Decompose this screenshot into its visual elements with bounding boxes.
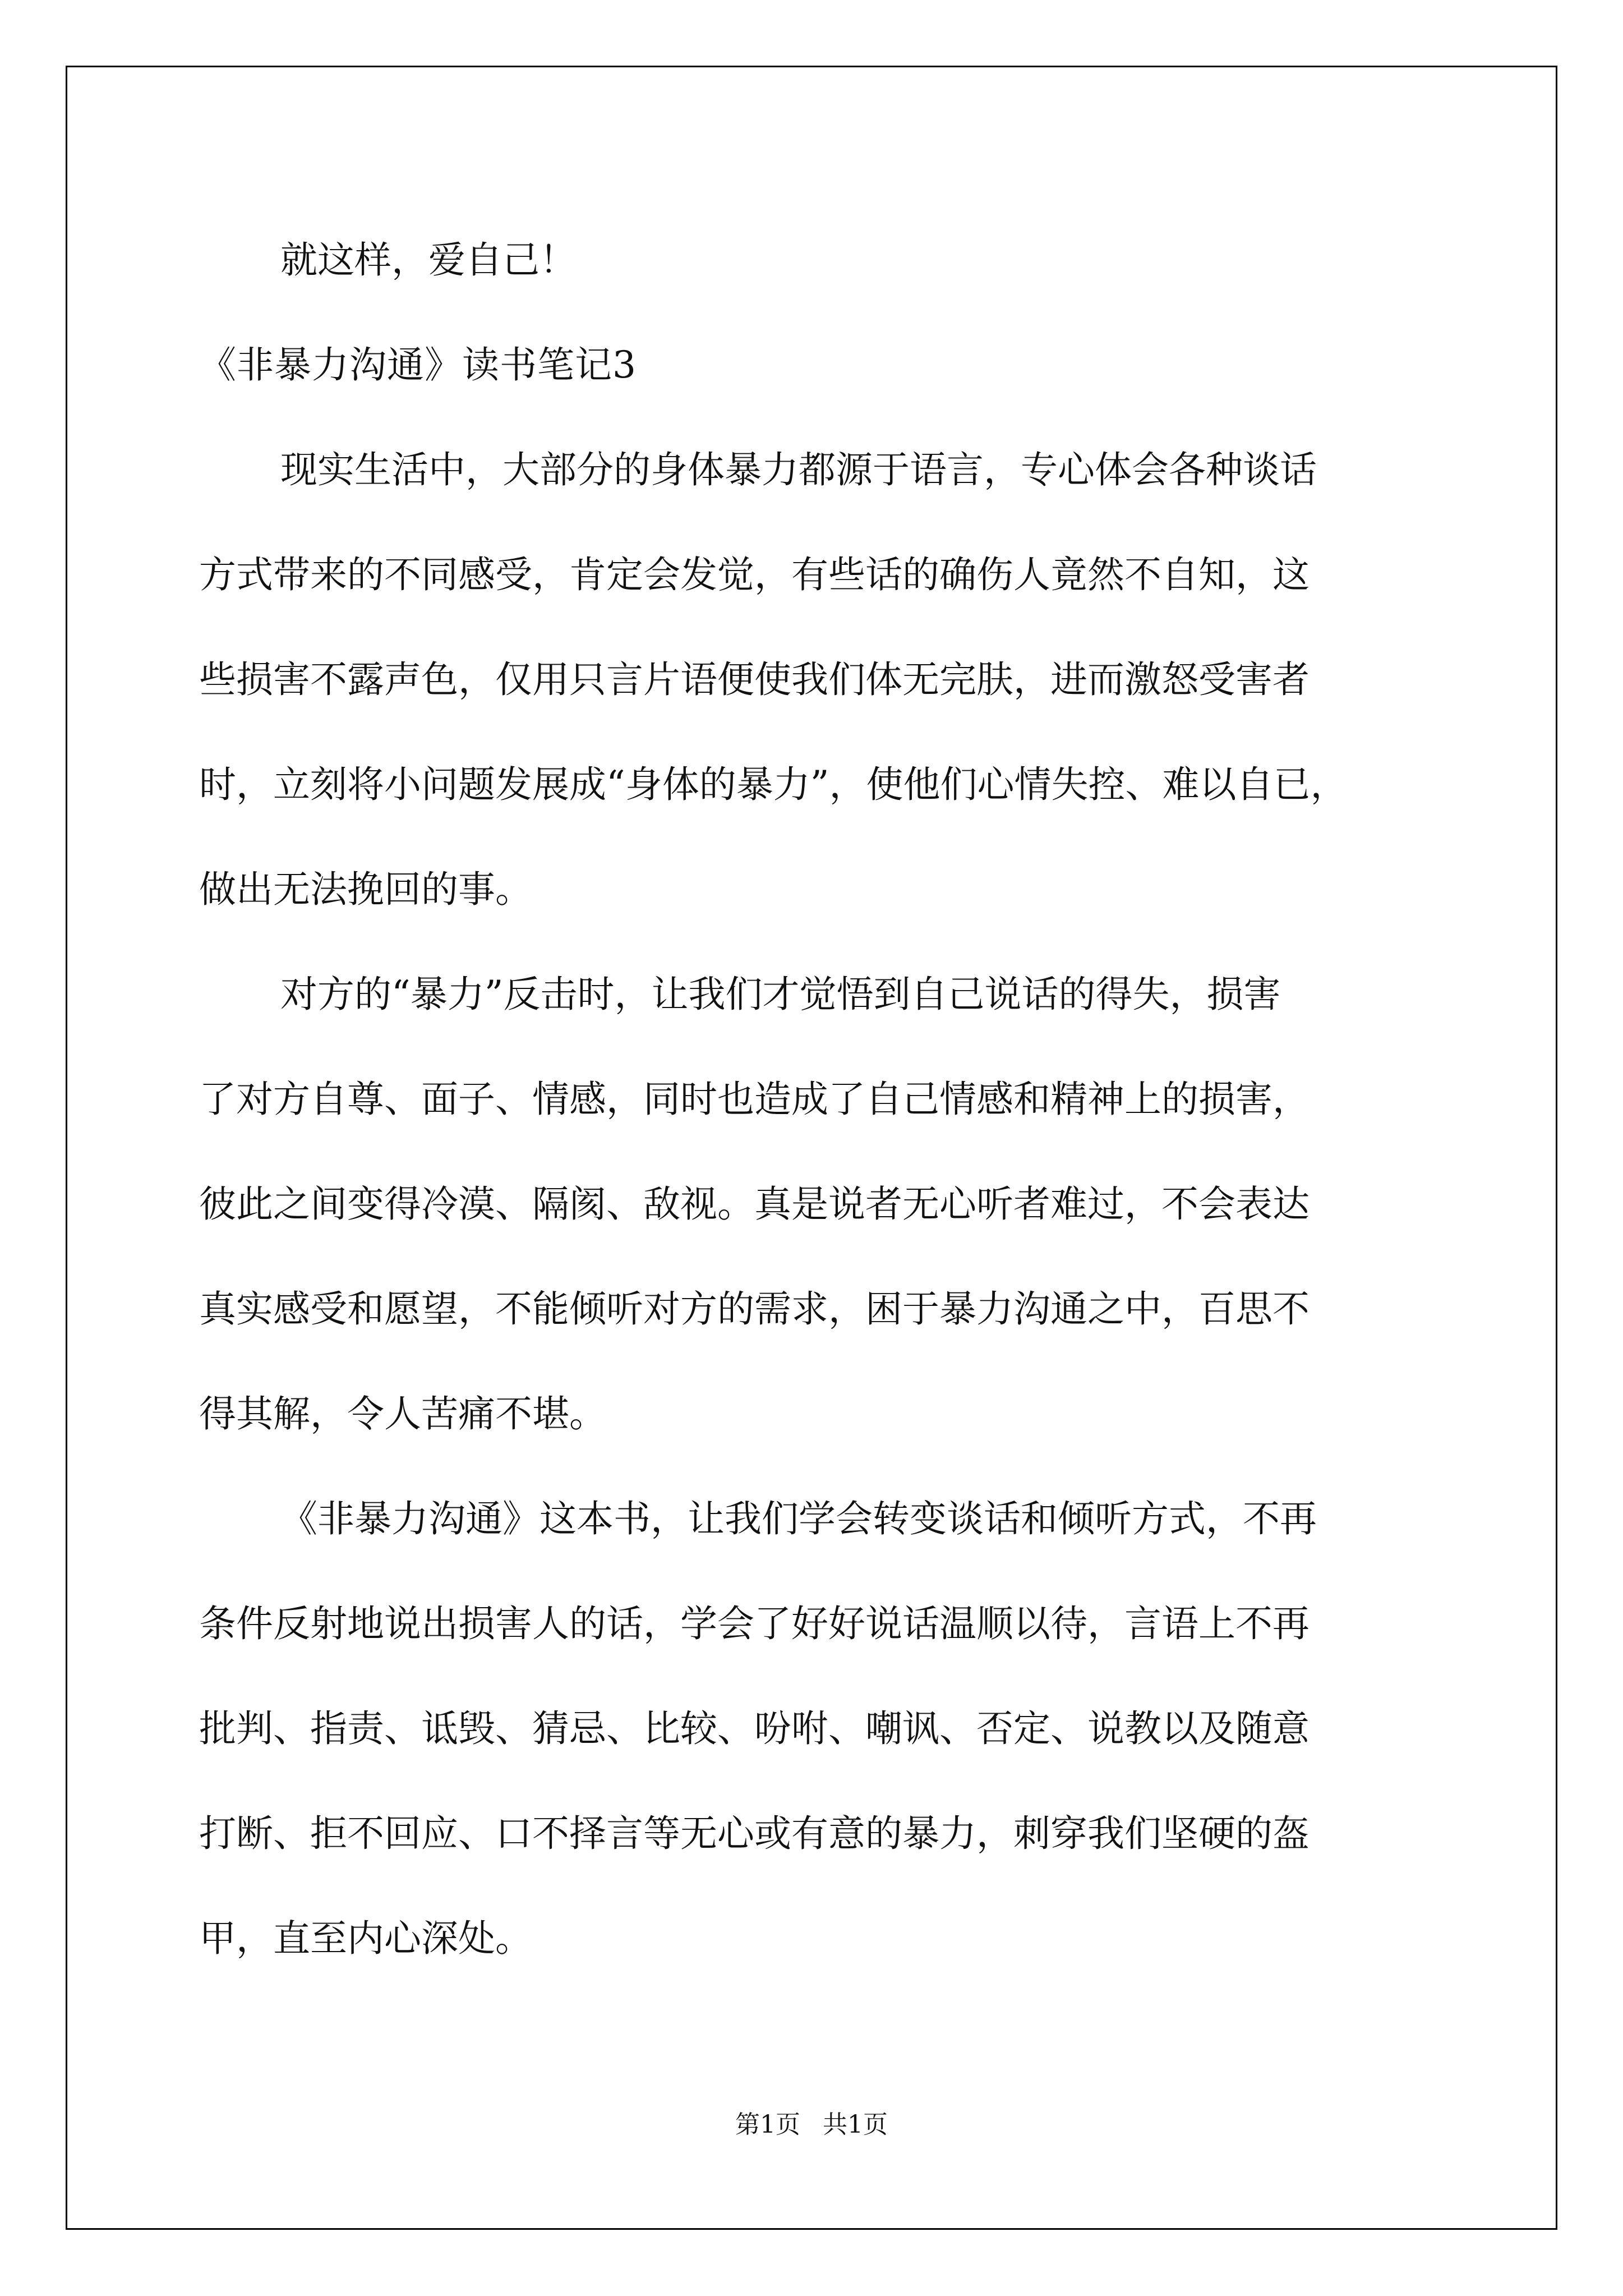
document-body [199, 208, 1427, 1991]
paragraph-2-line: 了对方自尊、面子、情感，同时也造成了自己情感和精神上的损害， [199, 1078, 1310, 1121]
paragraph-1-line: 现实生活中，大部分的身体暴力都源于语言，专心体会各种谈话 [280, 448, 1317, 491]
paragraph-2-line: 彼此之间变得冷漠、隔阂、敌视。真是说者无心听者难过，不会表达 [199, 1182, 1310, 1226]
page-footer [0, 2108, 1623, 2142]
paragraph-3-line: 条件反射地说出损害人的话，学会了好好说话温顺以待，言语上不再 [199, 1602, 1310, 1645]
closing-line: 就这样，爱自己！ [280, 238, 577, 282]
page-number: 第1页 [735, 2110, 800, 2139]
paragraph-1-line: 些损害不露声色，仅用只言片语便使我们体无完肤，进而激怒受害者 [199, 658, 1310, 701]
paragraph-1-line: 时，立刻将小问题发展成“身体的暴力”，使他们心情失控、难以自已， [199, 763, 1348, 806]
paragraph-2-line: 对方的“暴力”反击时，让我们才觉悟到自己说话的得失，损害 [280, 973, 1281, 1016]
paragraph-2-line: 真实感受和愿望，不能倾听对方的需求，困于暴力沟通之中，百思不 [199, 1287, 1310, 1331]
paragraph-3-line: 批判、指责、诋毁、猜忌、比较、吩咐、嘲讽、否定、说教以及随意 [199, 1707, 1310, 1750]
paragraph-2-line: 得其解，令人苦痛不堪。 [199, 1392, 606, 1435]
paragraph-1-line: 做出无法挽回的事。 [199, 868, 532, 911]
page-total: 共1页 [823, 2110, 888, 2139]
paragraph-3-line: 打断、拒不回应、口不择言等无心或有意的暴力，刺穿我们坚硬的盔 [199, 1812, 1310, 1855]
paragraph-3-line: 《非暴力沟通》这本书，让我们学会转变谈话和倾听方式，不再 [280, 1497, 1317, 1540]
section-title: 《非暴力沟通》读书笔记3 [199, 343, 637, 386]
paragraph-1-line: 方式带来的不同感受，肯定会发觉，有些话的确伤人竟然不自知，这 [199, 553, 1310, 596]
paragraph-3-line: 甲，直至内心深处。 [199, 1917, 532, 1960]
